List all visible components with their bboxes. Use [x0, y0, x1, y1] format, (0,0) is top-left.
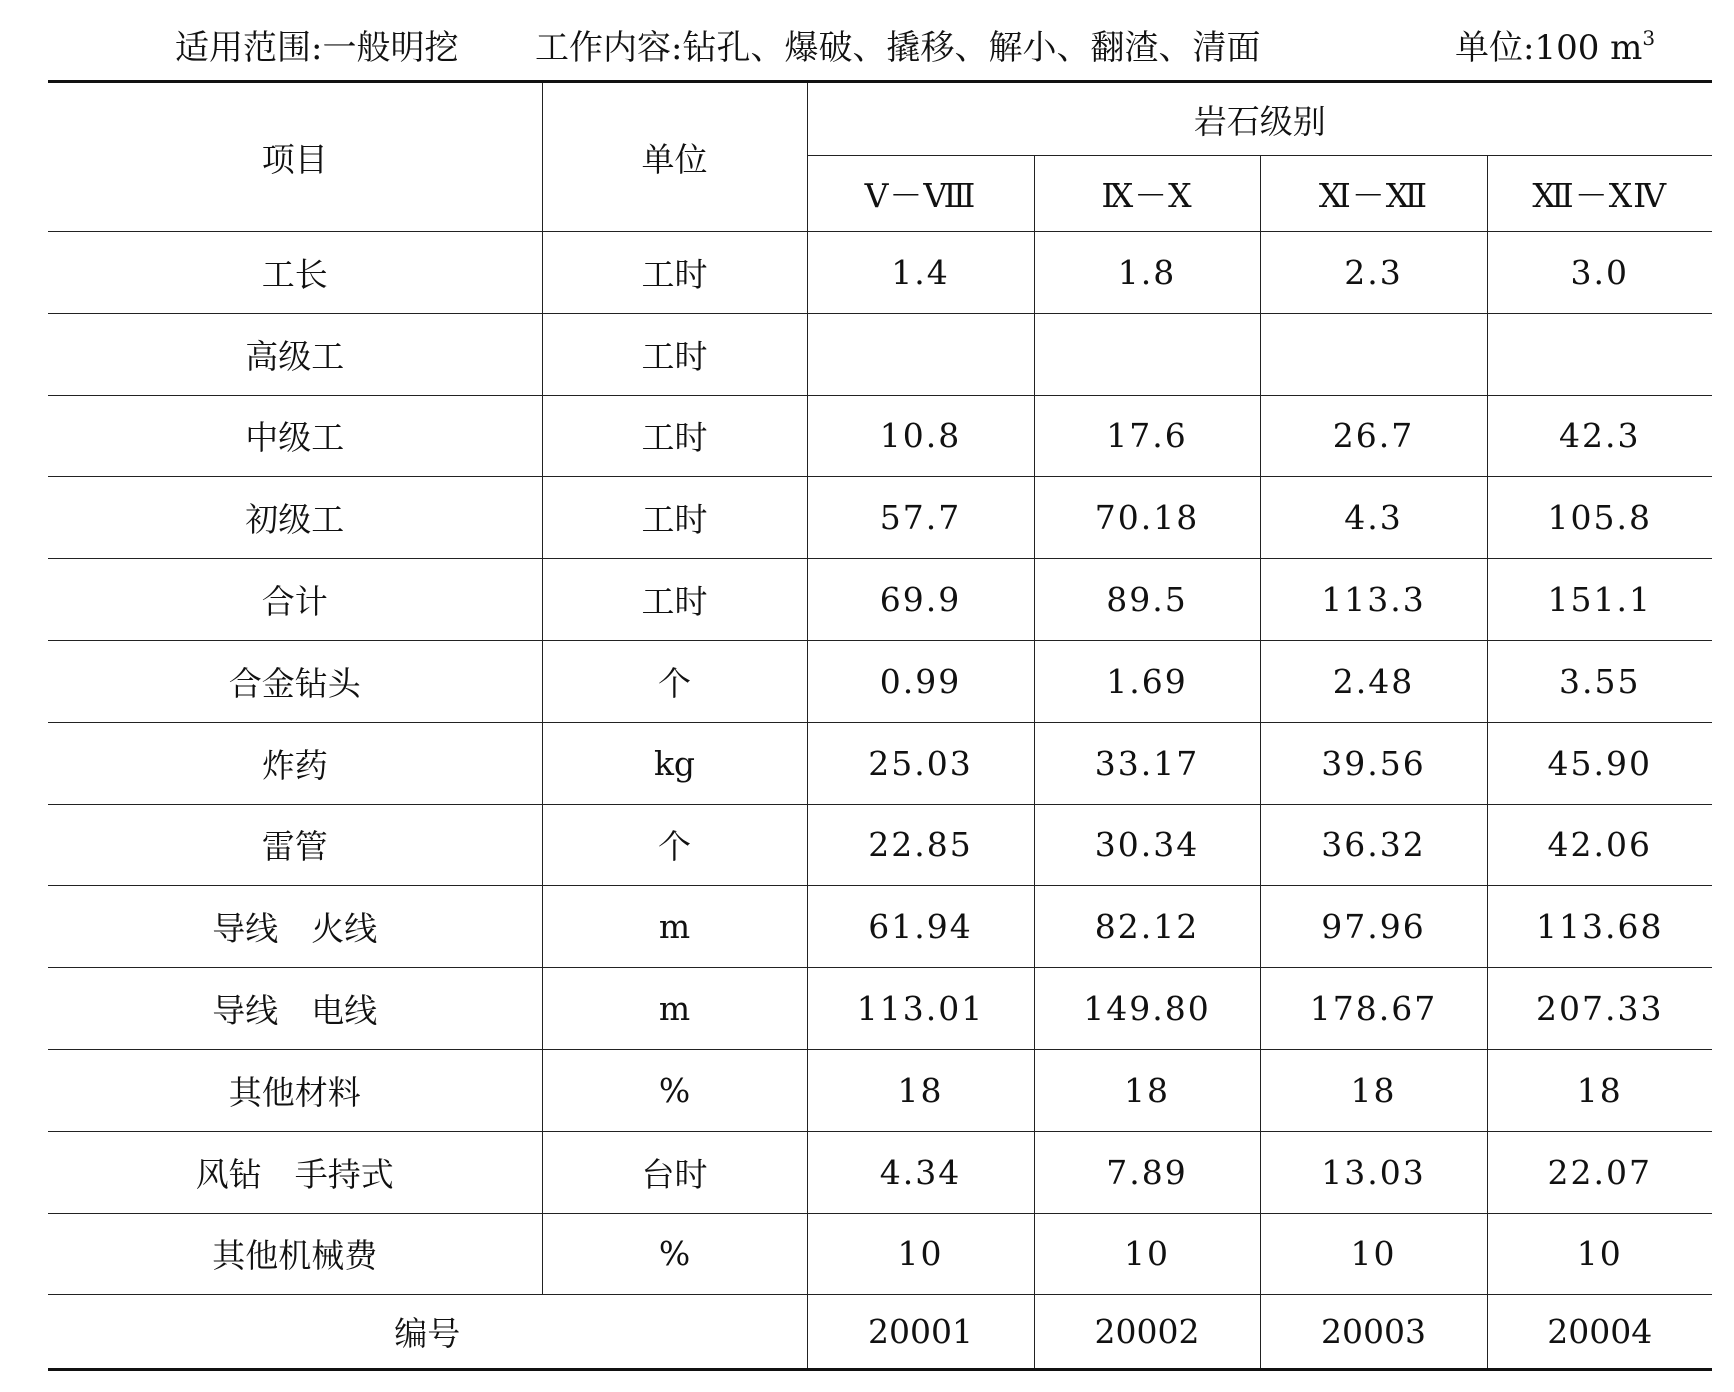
row-unit: 工时 — [542, 395, 807, 477]
row-value: 22.85 — [807, 804, 1034, 886]
row-value: 1.69 — [1034, 640, 1260, 722]
row-item: 高级工 — [48, 313, 542, 395]
row-value: 69.9 — [807, 559, 1034, 641]
row-unit: 个 — [542, 640, 807, 722]
row-value: 18 — [1034, 1049, 1260, 1131]
row-value — [807, 313, 1034, 395]
row-value: 10 — [1260, 1213, 1487, 1295]
row-value: 18 — [1487, 1049, 1712, 1131]
row-value: 97.96 — [1260, 886, 1487, 968]
table-row — [48, 559, 1712, 641]
row-value: 33.17 — [1034, 722, 1260, 804]
row-value: 22.07 — [1487, 1131, 1712, 1213]
table-row — [48, 968, 1712, 1050]
row-value: 42.3 — [1487, 395, 1712, 477]
table-row — [48, 232, 1712, 314]
row-value: 57.7 — [807, 477, 1034, 559]
row-value: 45.90 — [1487, 722, 1712, 804]
quota-code: 20002 — [1034, 1295, 1260, 1370]
row-item: 其他材料 — [48, 1049, 542, 1131]
row-value: 42.06 — [1487, 804, 1712, 886]
row-item: 导线 火线 — [48, 886, 542, 968]
row-value: 10.8 — [807, 395, 1034, 477]
row-value: 13.03 — [1260, 1131, 1487, 1213]
row-value: 18 — [1260, 1049, 1487, 1131]
row-unit: 个 — [542, 804, 807, 886]
unit-prefix: 单位:100 m — [1455, 28, 1643, 68]
row-value: 10 — [1034, 1213, 1260, 1295]
row-item: 工长 — [48, 232, 542, 314]
row-item: 导线 电线 — [48, 968, 542, 1050]
row-value — [1487, 313, 1712, 395]
row-item: 炸药 — [48, 722, 542, 804]
row-value — [1260, 313, 1487, 395]
col-header-rock-grade: 岩石级别 — [807, 82, 1712, 156]
row-unit: 工时 — [542, 313, 807, 395]
table-row — [48, 722, 1712, 804]
code-row — [48, 1295, 1712, 1370]
col-header-unit: 单位 — [542, 82, 807, 232]
table-row — [48, 477, 1712, 559]
table-row — [48, 1131, 1712, 1213]
grade-header: Ⅸ－Ⅹ — [1034, 156, 1260, 232]
row-item: 其他机械费 — [48, 1213, 542, 1295]
row-item: 合计 — [48, 559, 542, 641]
row-unit: m — [542, 968, 807, 1050]
row-unit: 工时 — [542, 232, 807, 314]
row-value: 149.80 — [1034, 968, 1260, 1050]
row-value: 4.34 — [807, 1131, 1034, 1213]
unit-text — [1455, 20, 1655, 69]
row-unit: 台时 — [542, 1131, 807, 1213]
table-row — [48, 640, 1712, 722]
unit-superscript: 3 — [1642, 26, 1656, 50]
row-value: 1.4 — [807, 232, 1034, 314]
table-row — [48, 313, 1712, 395]
row-value: 151.1 — [1487, 559, 1712, 641]
row-unit: % — [542, 1213, 807, 1295]
grade-header: Ⅻ－ⅩⅣ — [1487, 156, 1712, 232]
col-header-item: 项目 — [48, 82, 542, 232]
row-value: 178.67 — [1260, 968, 1487, 1050]
row-value: 10 — [807, 1213, 1034, 1295]
row-unit: kg — [542, 722, 807, 804]
row-value: 4.3 — [1260, 477, 1487, 559]
row-value: 70.18 — [1034, 477, 1260, 559]
row-value: 7.89 — [1034, 1131, 1260, 1213]
row-value: 207.33 — [1487, 968, 1712, 1050]
row-value: 26.7 — [1260, 395, 1487, 477]
row-item: 风钻 手持式 — [48, 1131, 542, 1213]
row-value: 113.01 — [807, 968, 1034, 1050]
quota-code: 20003 — [1260, 1295, 1487, 1370]
row-unit: m — [542, 886, 807, 968]
grade-header: Ⅴ－Ⅷ — [807, 156, 1034, 232]
quota-code: 20001 — [807, 1295, 1034, 1370]
row-value: 2.3 — [1260, 232, 1487, 314]
code-label: 编号 — [48, 1295, 807, 1370]
row-item: 中级工 — [48, 395, 542, 477]
row-unit: 工时 — [542, 477, 807, 559]
table-row — [48, 395, 1712, 477]
row-item: 合金钻头 — [48, 640, 542, 722]
row-value: 89.5 — [1034, 559, 1260, 641]
row-value: 105.8 — [1487, 477, 1712, 559]
row-value: 18 — [807, 1049, 1034, 1131]
grade-header: Ⅺ－Ⅻ — [1260, 156, 1487, 232]
row-value: 25.03 — [807, 722, 1034, 804]
row-value: 113.68 — [1487, 886, 1712, 968]
work-content-text: 工作内容:钻孔、爆破、撬移、解小、翻渣、清面 — [535, 28, 1261, 68]
row-unit: 工时 — [542, 559, 807, 641]
row-value: 17.6 — [1034, 395, 1260, 477]
table-row — [48, 886, 1712, 968]
row-value: 39.56 — [1260, 722, 1487, 804]
row-unit: % — [542, 1049, 807, 1131]
row-value: 3.0 — [1487, 232, 1712, 314]
table-row — [48, 804, 1712, 886]
row-value: 10 — [1487, 1213, 1712, 1295]
row-value: 3.55 — [1487, 640, 1712, 722]
quota-code: 20004 — [1487, 1295, 1712, 1370]
row-value: 36.32 — [1260, 804, 1487, 886]
header-row — [48, 82, 1712, 156]
table-row — [48, 1049, 1712, 1131]
quota-table — [48, 80, 1712, 1371]
row-item: 雷管 — [48, 804, 542, 886]
row-value: 82.12 — [1034, 886, 1260, 968]
scope-text: 适用范围:一般明挖 — [175, 28, 459, 68]
row-value: 2.48 — [1260, 640, 1487, 722]
row-item: 初级工 — [48, 477, 542, 559]
row-value: 0.99 — [807, 640, 1034, 722]
row-value: 30.34 — [1034, 804, 1260, 886]
table-row — [48, 1213, 1712, 1295]
row-value: 113.3 — [1260, 559, 1487, 641]
table-header-line — [0, 10, 1734, 70]
row-value — [1034, 313, 1260, 395]
row-value: 1.8 — [1034, 232, 1260, 314]
row-value: 61.94 — [807, 886, 1034, 968]
